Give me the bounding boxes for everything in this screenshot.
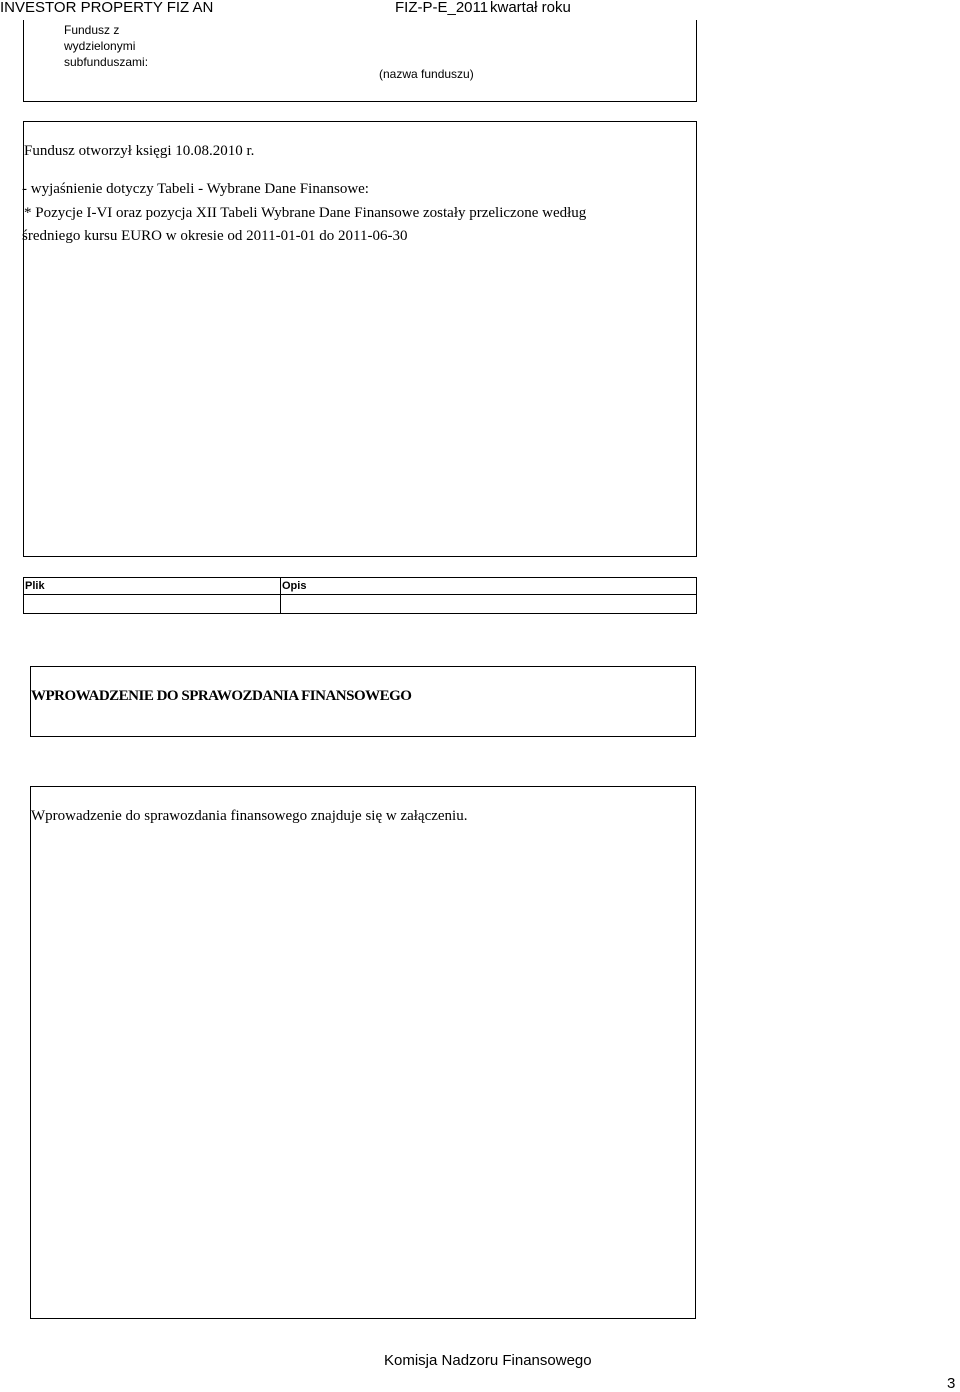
footer-issuer: Komisja Nadzoru Finansowego <box>384 1352 592 1369</box>
explanation-line-1: * Pozycje I-VI oraz pozycja XII Tabeli Wybrane Dane Finansowe zostały przeliczone według <box>24 205 587 221</box>
column-header-description: Opis <box>281 578 696 595</box>
page-number: 3 <box>947 1375 956 1392</box>
table-row-description-cell <box>281 595 696 613</box>
fund-name: INVESTOR PROPERTY FIZ AN <box>0 0 214 16</box>
table-row-file-cell <box>24 595 281 613</box>
explanation-line-2: średniego kursu EURO w okresie od 2011-01-01 do 2011-06-30 <box>22 228 408 244</box>
description-cell-value <box>281 595 696 613</box>
file-cell-value <box>24 595 280 613</box>
section-body-text: Wprowadzenie do sprawozdania finansowego znajduje się w załączeniu. <box>31 808 468 824</box>
report-period: kwartał roku <box>490 0 571 16</box>
explanation-heading: - wyjaśnienie dotyczy Tabeli - Wybrane Dane Finansowe: <box>22 181 369 197</box>
fund-name-caption: (nazwa funduszu) <box>379 67 474 81</box>
subfund-box <box>23 20 697 102</box>
attachments-table <box>23 577 697 614</box>
section-body-box <box>30 786 696 1319</box>
form-code: FIZ-P-E_2011 <box>395 0 489 16</box>
section-heading: WPROWADZENIE DO SPRAWOZDANIA FINANSOWEGO <box>31 688 412 704</box>
books-opened-note: Fundusz otworzył księgi 10.08.2010 r. <box>24 143 255 159</box>
notes-box <box>23 121 697 557</box>
subfund-label: Fundusz z wydzielonymi subfunduszami: <box>64 23 149 69</box>
column-header-file: Plik <box>24 578 281 595</box>
section-heading-box <box>30 666 696 737</box>
